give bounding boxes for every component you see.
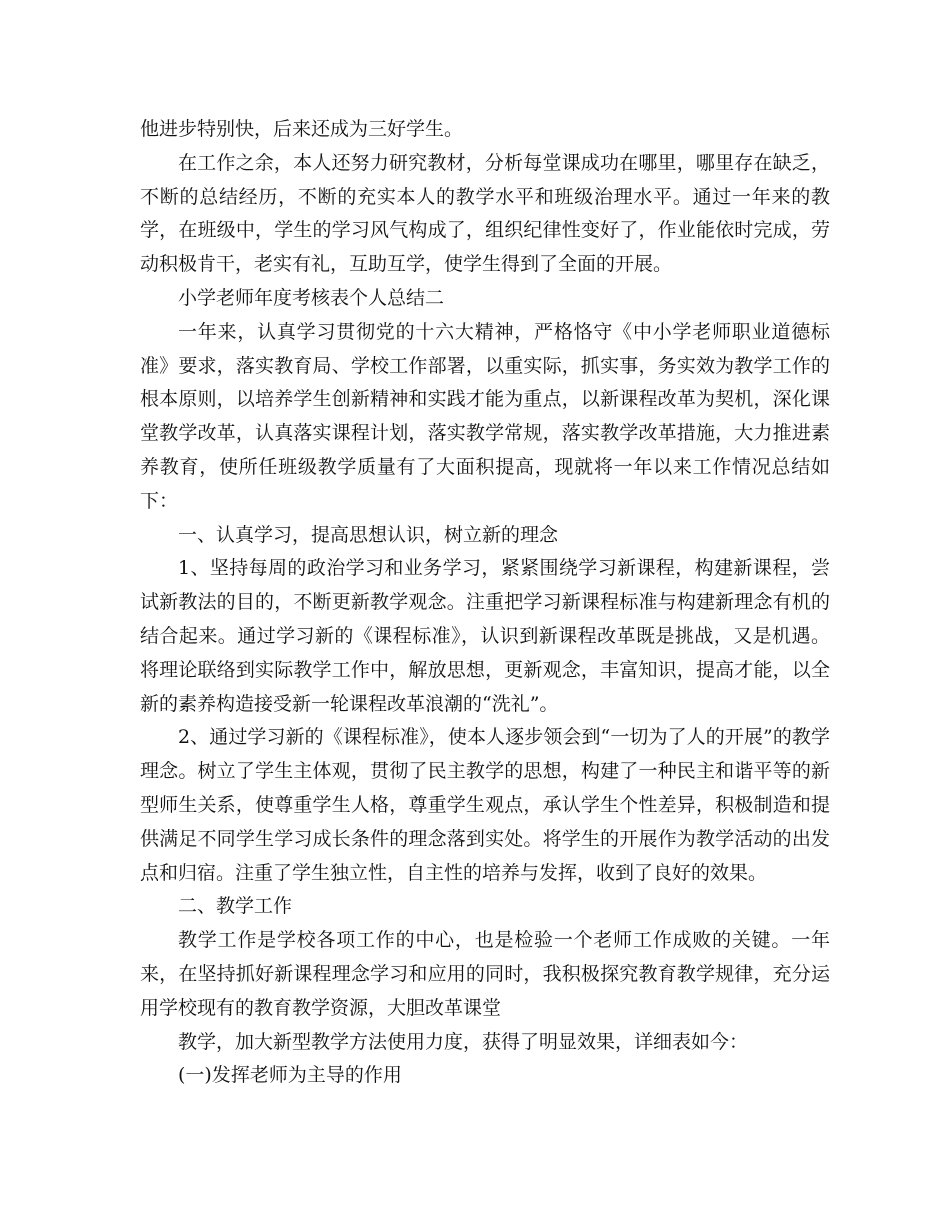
paragraph: 教学工作是学校各项工作的中心，也是检验一个老师工作成败的关键。一年来，在坚持抓好新课程理念学习和应用的同时，我积极探究教育教学规律，充分运用学校现有的教育教学资源，大胆改革课堂 [140,929,830,1019]
paragraph: 2、通过学习新的《课程标准》，使本人逐步领会到“一切为了人的开展”的教学理念。树立了学生主体观，贯彻了民主教学的思想，构建了一种民主和谐平等的新型师生关系，使尊重学生人格，尊重学生观点，承认学生个性差异，积极制造和提供满足不同学生学习成长条件的理念落到实处。将学生的开展作为教学活动的出发点和归宿。注重了学生独立性，自主性的培养与发挥，收到了良好的效果。 [140,726,830,884]
paragraph: 在工作之余，本人还努力研究教材，分析每堂课成功在哪里，哪里存在缺乏，不断的总结经历，不断的充实本人的教学水平和班级治理水平。通过一年来的教学，在班级中，学生的学习风气构成了，组织纪律性变好了，作业能依时完成，劳动积极肯干，老实有礼，互助互学，使学生得到了全面的开展。 [140,151,830,276]
subsection-heading: (一)发挥老师为主导的作用 [178,1064,402,1087]
section-heading: 小学老师年度考核表个人总结二 [178,286,445,309]
paragraph: 一年来，认真学习贯彻党的十六大精神，严格恪守《中小学老师职业道德标准》要求，落实教育局、学校工作部署，以重实际，抓实事，务实效为教学工作的根本原则，以培养学生创新精神和实践才能为重点，以新课程改革为契机，深化课堂教学改革，认真落实课程计划，落实教学常规，落实教学改革措施，大力推进素养教育，使所任班级教学质量有了大面积提高，现就将一年以来工作情况总结如下： [140,320,830,512]
document-body [140,113,830,1093]
paragraph: 教学，加大新型教学方法使用力度，获得了明显效果，详细表如今： [178,1030,749,1053]
section-heading: 二、教学工作 [178,895,293,918]
paragraph: 他进步特别快，后来还成为三好学生。 [140,118,464,140]
section-heading: 一、认真学习，提高思想认识，树立新的理念 [178,523,559,546]
paragraph: 1、坚持每周的政治学习和业务学习，紧紧围绕学习新课程，构建新课程，尝试新教法的目的，不断更新教学观念。注重把学习新课程标准与构建新理念有机的结合起来。通过学习新的《课程标准》，认识到新课程改革既是挑战，又是机遇。将理论联络到实际教学工作中，解放思想，更新观念，丰富知识，提高才能，以全新的素养构造接受新一轮课程改革浪潮的“洗礼”。 [140,557,830,715]
